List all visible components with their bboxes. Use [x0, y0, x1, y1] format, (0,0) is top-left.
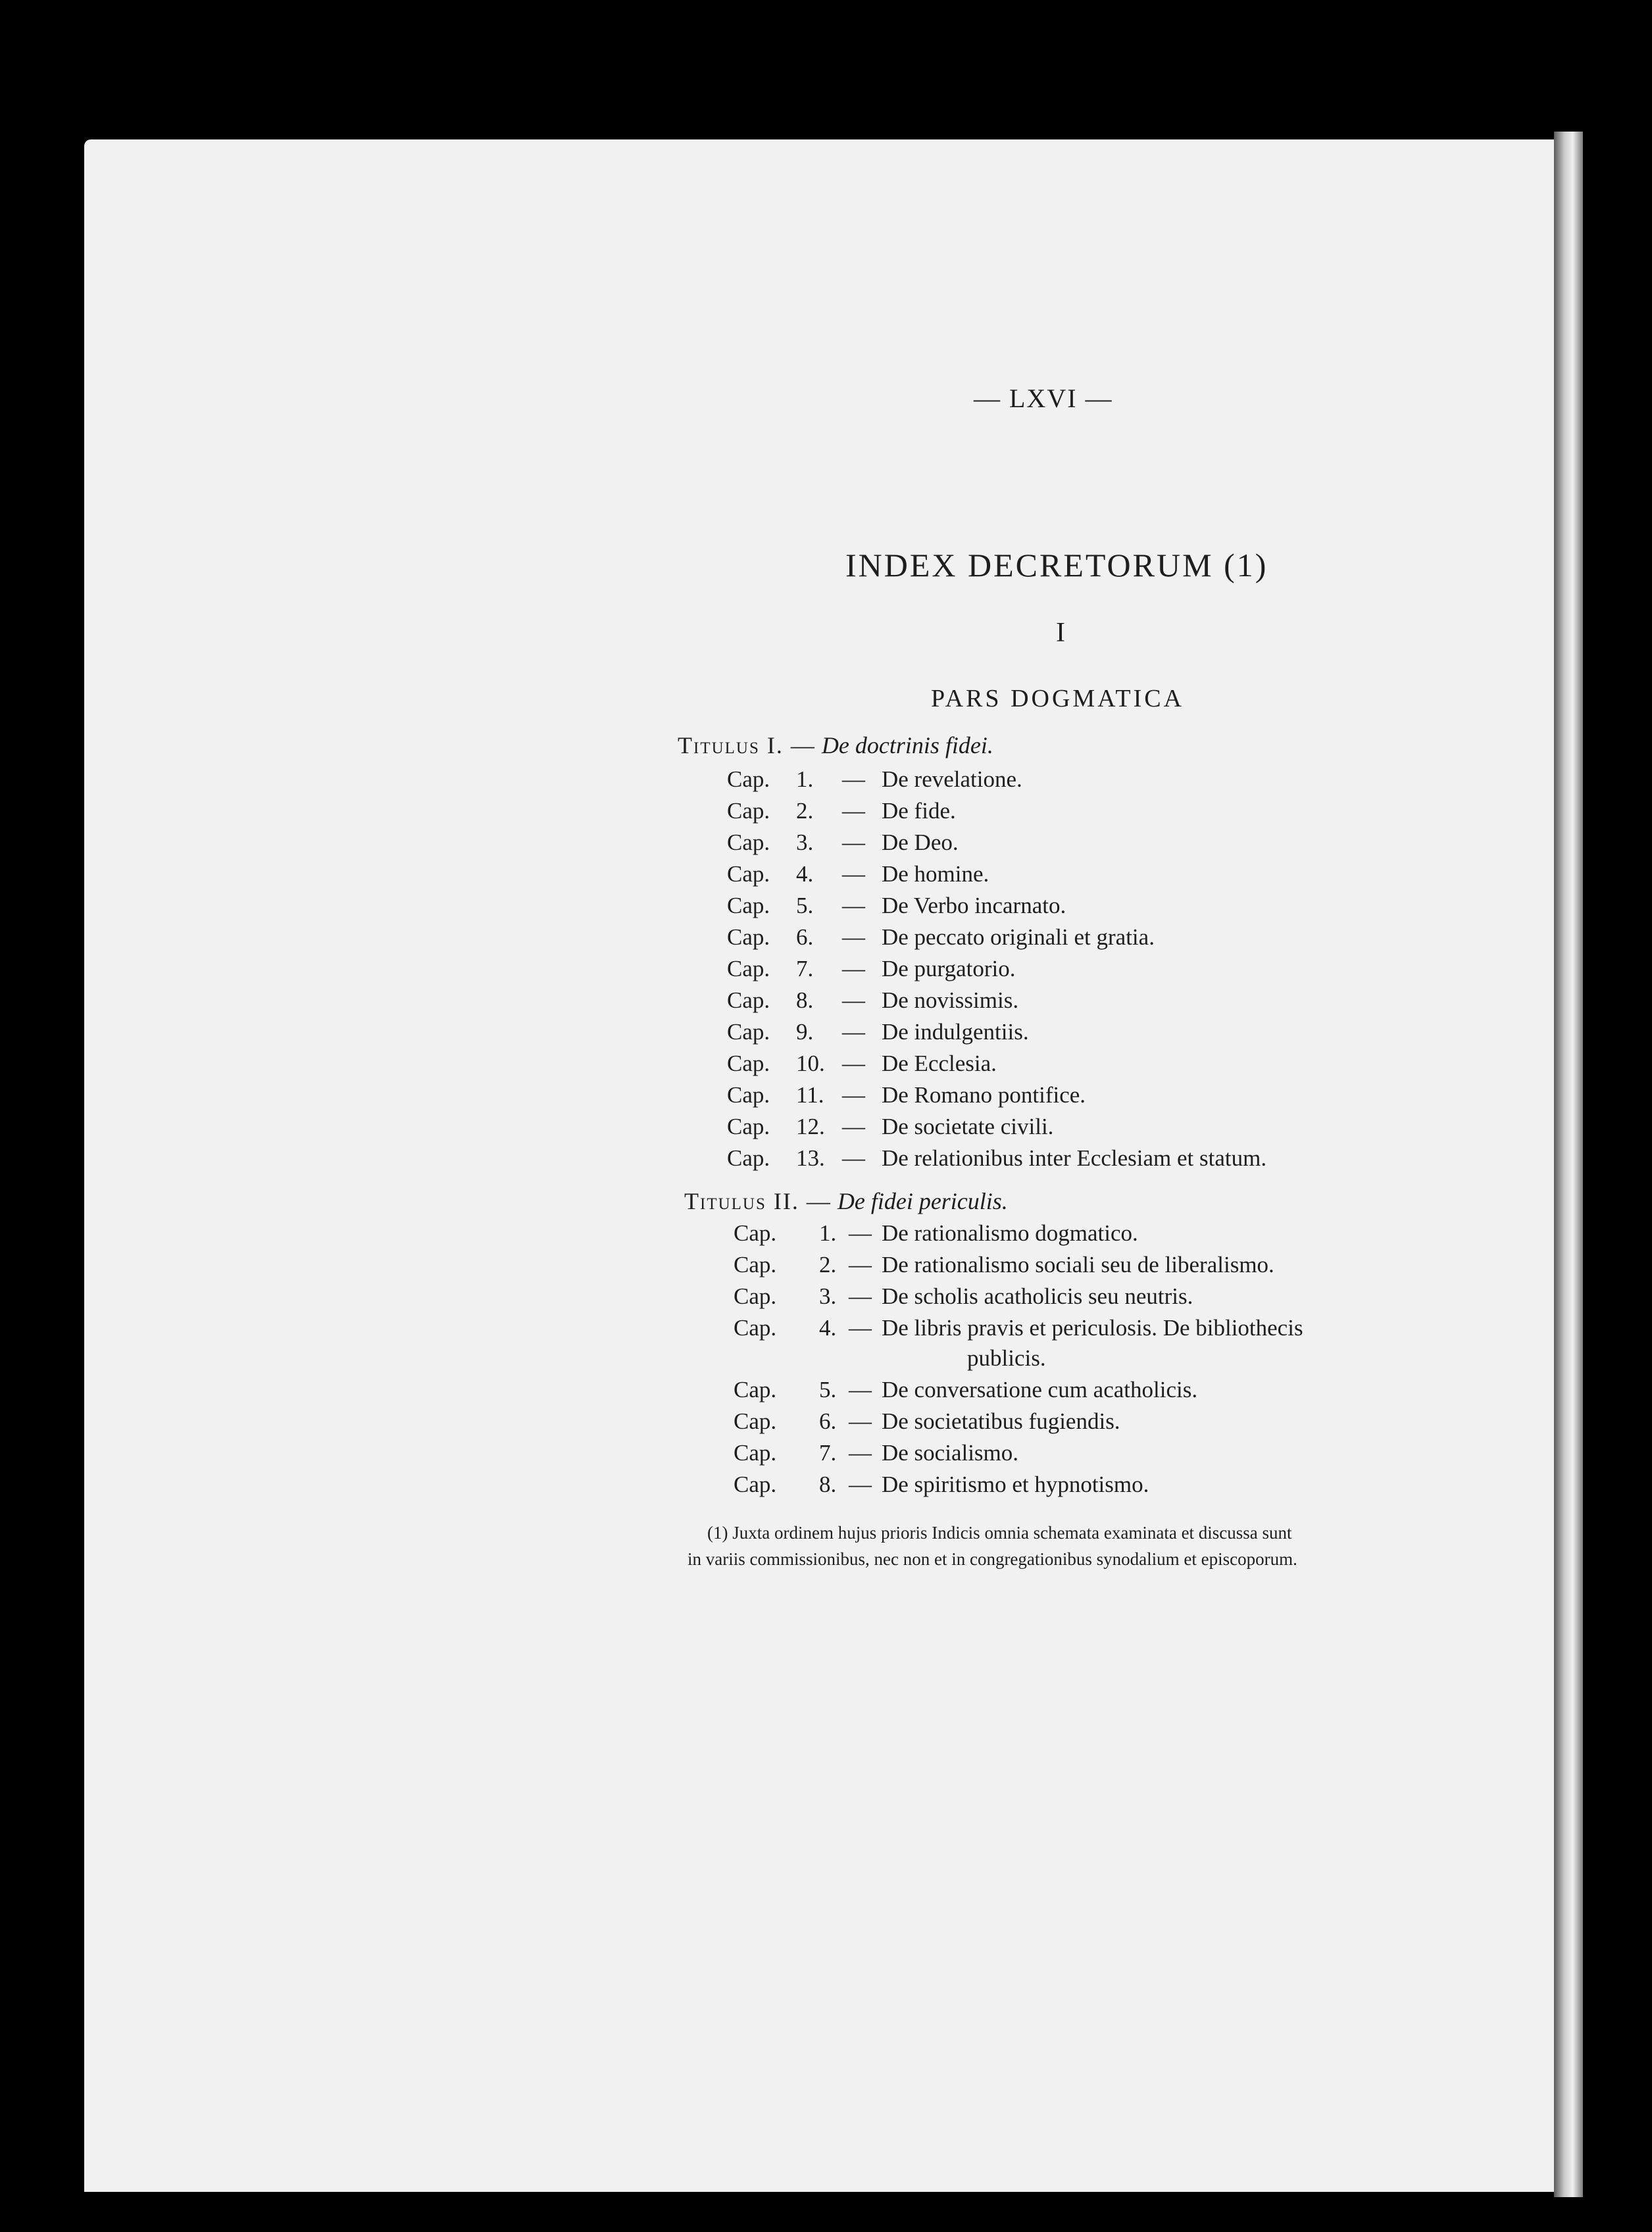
cap-label: Cap.: [727, 893, 770, 918]
cap-dash: —: [842, 893, 865, 918]
cap-title: De indulgentiis.: [882, 1019, 1029, 1045]
cap-number: 5.: [796, 893, 814, 918]
titulus-2-label: Titulus II. —: [684, 1188, 832, 1214]
list-item: [0, 861, 1652, 887]
list-item: [0, 924, 1652, 951]
cap-dash: —: [849, 1252, 872, 1277]
titulus-2-heading: [684, 1187, 1008, 1215]
list-item: [0, 1283, 1652, 1310]
cap-number: 2.: [819, 1252, 837, 1277]
cap-title: De Romano pontifice.: [882, 1082, 1086, 1108]
cap-number: 3.: [819, 1283, 837, 1309]
cap-label: Cap.: [734, 1472, 777, 1497]
cap-number: 1.: [819, 1220, 837, 1246]
cap-label: Cap.: [727, 766, 770, 792]
cap-number: 8.: [796, 987, 814, 1013]
cap-dash: —: [849, 1472, 872, 1497]
cap-title: De relationibus inter Ecclesiam et statum.: [882, 1145, 1267, 1171]
cap-title-continuation: publicis.: [967, 1345, 1046, 1371]
list-item: [0, 987, 1652, 1014]
part-title: PARS DOGMATICA: [931, 685, 1185, 712]
cap-dash: —: [842, 987, 865, 1013]
cap-number: 6.: [819, 1408, 837, 1434]
index-title: INDEX DECRETORUM (1): [845, 547, 1268, 583]
cap-label: Cap.: [727, 1051, 770, 1076]
list-item: [0, 1220, 1652, 1247]
page-number: — LXVI —: [974, 384, 1113, 413]
list-item: [0, 1019, 1652, 1045]
cap-title: De societatibus fugiendis.: [882, 1408, 1120, 1434]
cap-title: De fide.: [882, 798, 956, 824]
cap-dash: —: [849, 1220, 872, 1246]
cap-number: 10.: [796, 1051, 825, 1076]
cap-dash: —: [842, 924, 865, 950]
list-item: [0, 1252, 1652, 1278]
cap-title: De socialismo.: [882, 1440, 1019, 1466]
cap-dash: —: [849, 1440, 872, 1466]
cap-number: 5.: [819, 1377, 837, 1402]
cap-number: 1.: [796, 766, 814, 792]
cap-dash: —: [842, 1114, 865, 1139]
cap-dash: —: [842, 1082, 865, 1108]
cap-number: 11.: [796, 1082, 824, 1108]
cap-label: Cap.: [734, 1283, 777, 1309]
cap-label: Cap.: [734, 1252, 777, 1277]
cap-label: Cap.: [734, 1408, 777, 1434]
cap-title: De rationalismo sociali seu de liberalismo.: [882, 1252, 1274, 1277]
cap-title: De homine.: [882, 861, 989, 887]
list-item: [0, 1051, 1652, 1077]
cap-label: Cap.: [727, 1082, 770, 1108]
cap-dash: —: [842, 956, 865, 981]
titulus-1-label: Titulus I. —: [678, 732, 816, 758]
list-item: [0, 1114, 1652, 1140]
cap-title: De libris pravis et periculosis. De bibliothecis: [882, 1315, 1303, 1341]
list-item: [0, 1082, 1652, 1108]
cap-label: Cap.: [727, 956, 770, 981]
cap-title: De Deo.: [882, 830, 959, 855]
titulus-1-heading: [678, 732, 993, 759]
cap-number: 2.: [796, 798, 814, 824]
cap-number: 13.: [796, 1145, 825, 1171]
titulus-2-subject: De fidei periculis.: [837, 1188, 1008, 1214]
cap-title: De conversatione cum acatholicis.: [882, 1377, 1198, 1402]
cap-label: Cap.: [727, 924, 770, 950]
cap-number: 4.: [796, 861, 814, 887]
list-item: [0, 1472, 1652, 1498]
cap-number: 12.: [796, 1114, 825, 1139]
cap-label: Cap.: [734, 1377, 777, 1402]
cap-number: 7.: [796, 956, 814, 981]
cap-title: De purgatorio.: [882, 956, 1016, 981]
cap-dash: —: [842, 798, 865, 824]
cap-dash: —: [842, 861, 865, 887]
cap-number: 7.: [819, 1440, 837, 1466]
cap-label: Cap.: [734, 1440, 777, 1466]
cap-number: 6.: [796, 924, 814, 950]
titulus-1-subject: De doctrinis fidei.: [821, 732, 993, 758]
cap-number: 4.: [819, 1315, 837, 1341]
cap-dash: —: [849, 1377, 872, 1402]
cap-label: Cap.: [727, 1145, 770, 1171]
cap-title: De revelatione.: [882, 766, 1022, 792]
cap-title: De spiritismo et hypnotismo.: [882, 1472, 1149, 1497]
list-item: [0, 1377, 1652, 1403]
cap-label: Cap.: [727, 987, 770, 1013]
cap-title: De Ecclesia.: [882, 1051, 997, 1076]
footnote-line-1: (1) Juxta ordinem hujus prioris Indicis omnia schemata examinata et discussa sunt: [707, 1523, 1292, 1543]
cap-title: De scholis acatholicis seu neutris.: [882, 1283, 1193, 1309]
list-item: [0, 830, 1652, 856]
cap-dash: —: [849, 1283, 872, 1309]
cap-title: De peccato originali et gratia.: [882, 924, 1155, 950]
cap-dash: —: [849, 1408, 872, 1434]
cap-title: De societate civili.: [882, 1114, 1054, 1139]
list-item: [0, 766, 1652, 793]
cap-number: 3.: [796, 830, 814, 855]
cap-dash: —: [842, 1051, 865, 1076]
cap-title: De rationalismo dogmatico.: [882, 1220, 1138, 1246]
list-item: [0, 1315, 1652, 1373]
footnote-line-2: in variis commissionibus, nec non et in congregationibus synodalium et episcoporum.: [688, 1549, 1297, 1569]
cap-label: Cap.: [734, 1315, 777, 1341]
cap-number: 8.: [819, 1472, 837, 1497]
cap-label: Cap.: [727, 861, 770, 887]
cap-label: Cap.: [727, 830, 770, 855]
list-item: [0, 1145, 1652, 1172]
cap-number: 9.: [796, 1019, 814, 1045]
cap-dash: —: [842, 1019, 865, 1045]
list-item: [0, 893, 1652, 919]
section-numeral: I: [1056, 618, 1065, 648]
list-item: [0, 1440, 1652, 1466]
cap-dash: —: [842, 766, 865, 792]
cap-label: Cap.: [734, 1220, 777, 1246]
cap-title: De novissimis.: [882, 987, 1019, 1013]
cap-dash: —: [842, 1145, 865, 1171]
cap-label: Cap.: [727, 1019, 770, 1045]
list-item: [0, 956, 1652, 982]
list-item: [0, 798, 1652, 824]
cap-dash: —: [849, 1315, 872, 1341]
cap-label: Cap.: [727, 1114, 770, 1139]
cap-dash: —: [842, 830, 865, 855]
list-item: [0, 1408, 1652, 1435]
cap-title: De Verbo incarnato.: [882, 893, 1066, 918]
cap-label: Cap.: [727, 798, 770, 824]
